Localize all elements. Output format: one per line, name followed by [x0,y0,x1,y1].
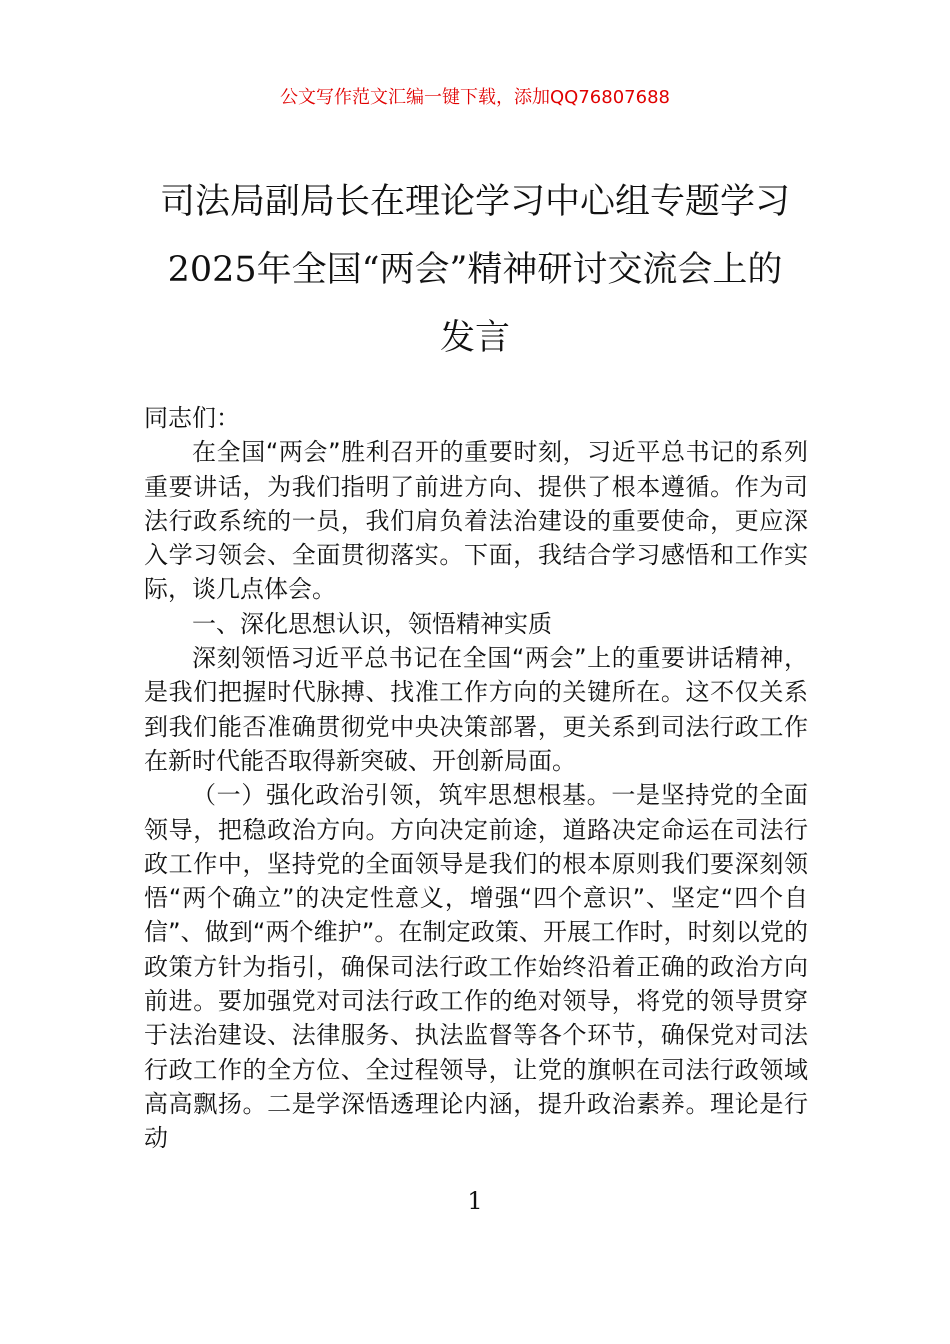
title-line-1: 司法局副局长在理论学习中心组专题学习 [159,182,790,222]
download-promo-note: 公文写作范文汇编一键下载，添加QQ76807688 [280,87,670,108]
title-line-3: 发言 [439,318,510,358]
document-body [144,401,808,1156]
page-number: 1 [467,1187,483,1215]
section-1-heading: 一、深化思想认识，领悟精神实质 [192,609,552,638]
subsection-1-paragraph: （一）强化政治引领，筑牢思想根基。一是坚持党的全面领导，把稳政治方向。方向决定前途，道路决定命运在司法行政工作中，坚持党的全面领导是我们的根本原则我们要深刻领悟“两个确立”的决定性意义，增强“四个意识”、坚定“四个自信”、做到“两个维护”。在制定政策、开展工作时，时刻以党的政策方针为指引，确保司法行政工作始终沿着正确的政治方向前进。要加强党对司法行政工作的绝对领导，将党的领导贯穿于法治建设、法律服务、执法监督等各个环节，确保党对司法行政工作的全方位、全过程领导，让党的旗帜在司法行政领域高高飘扬。二是学深悟透理论内涵，提升政治素养。理论是行动 [144,781,808,1153]
salutation: 同志们： [144,404,240,432]
section-1-paragraph: 深刻领悟习近平总书记在全国“两会”上的重要讲话精神，是我们把握时代脉搏、找准工作方向的关键所在。这不仅关系到我们能否准确贯彻党中央决策部署，更关系到司法行政工作在新时代能否取得新突破、开创新局面。 [144,644,808,775]
document-title [140,168,810,372]
title-line-2: 2025年全国“两会”精神研讨交流会上的 [167,250,783,290]
intro-paragraph: 在全国“两会”胜利召开的重要时刻，习近平总书记的系列重要讲话，为我们指明了前进方向、提供了根本遵循。作为司法行政系统的一员，我们肩负着法治建设的重要使命，更应深入学习领会、全面贯彻落实。下面，我结合学习感悟和工作实际，谈几点体会。 [144,438,808,604]
